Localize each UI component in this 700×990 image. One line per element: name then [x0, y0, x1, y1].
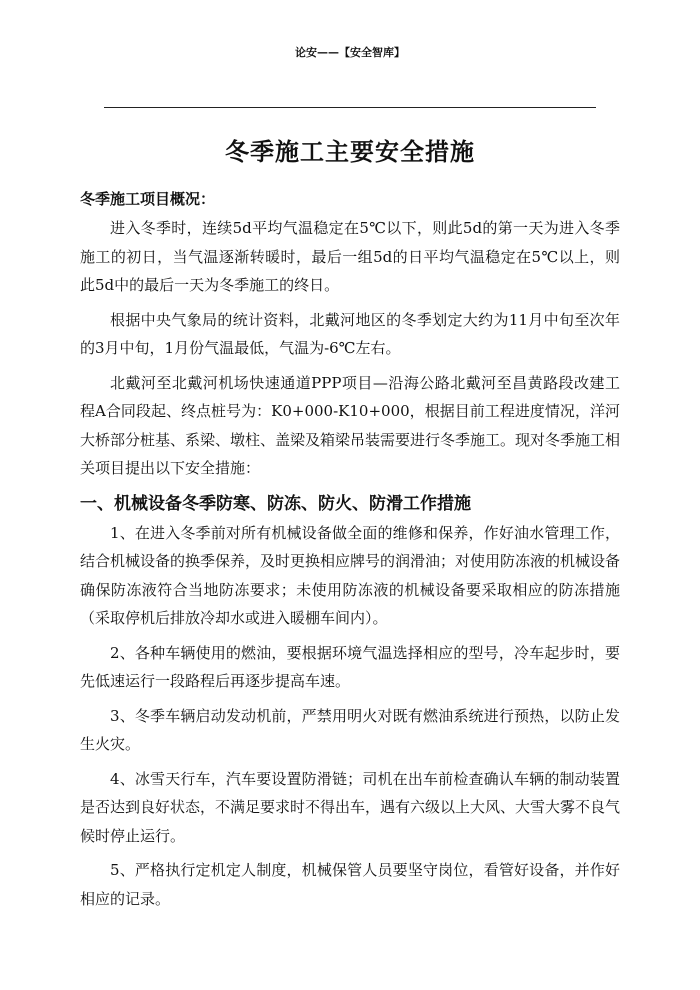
measure-item: 2、各种车辆使用的燃油，要根据环境气温选择相应的型号，冷车起步时，要先低速运行一段路程后再逐步提高车速。 — [80, 643, 620, 690]
overview-heading: 冬季施工项目概况： — [80, 190, 216, 208]
measure-item: 4、冰雪天行车，汽车要设置防滑链；司机在出车前检查确认车辆的制动装置是否达到良好状态，不满足要求时不得出车，遇有六级以上大风、大雪大雾不良气候时停止运行。 — [80, 769, 621, 845]
overview-paragraph: 根据中央气象局的统计资料，北戴河地区的冬季划定大约为11月中旬至次年的3月中旬，1月份气温最低，气温为-6℃左右。 — [80, 310, 620, 357]
measure-item: 3、冬季车辆启动发动机前，严禁用明火对既有燃油系统进行预热，以防止发生火灾。 — [80, 706, 620, 753]
measure-item: 1、在进入冬季前对所有机械设备做全面的维修和保养，作好油水管理工作，结合机械设备的换季保养，及时更换相应牌号的润滑油；对使用防冻液的机械设备确保防冻液符合当地防冻要求；未使用防冻液的机械设备要采取相应的防冻措施（采取停机后排放冷却水或进入暖棚车间内）。 — [80, 523, 621, 627]
overview-paragraph: 进入冬季时，连续5d平均气温稳定在5℃以下，则此5d的第一天为进入冬季施工的初日，当气温逐渐转暖时，最后一组5d的日平均气温稳定在5℃以上，则此5d中的最后一天为冬季施工的终日。 — [80, 219, 620, 294]
header-divider — [104, 107, 596, 108]
overview-paragraph: 北戴河至北戴河机场快速通道PPP项目—沿海公路北戴河至昌黄路段改建工程A合同段起、终点桩号为：K0+000-K10+000，根据目前工程进度情况，洋河大桥部分桩基、系梁、墩柱、盖梁及箱梁吊装需要进行冬季施工。现对冬季施工相关项目提出以下安全措施： — [80, 373, 621, 477]
page-header: 论安——【安全智库】 — [295, 46, 405, 59]
document-body — [80, 184, 620, 919]
document-title: 冬季施工主要安全措施 — [225, 138, 475, 167]
section-heading: 一、机械设备冬季防寒、防冻、防火、防滑工作措施 — [80, 493, 471, 514]
measure-item: 5、严格执行定机定人制度，机械保管人员要坚守岗位，看管好设备，并作好相应的记录。 — [80, 861, 620, 908]
